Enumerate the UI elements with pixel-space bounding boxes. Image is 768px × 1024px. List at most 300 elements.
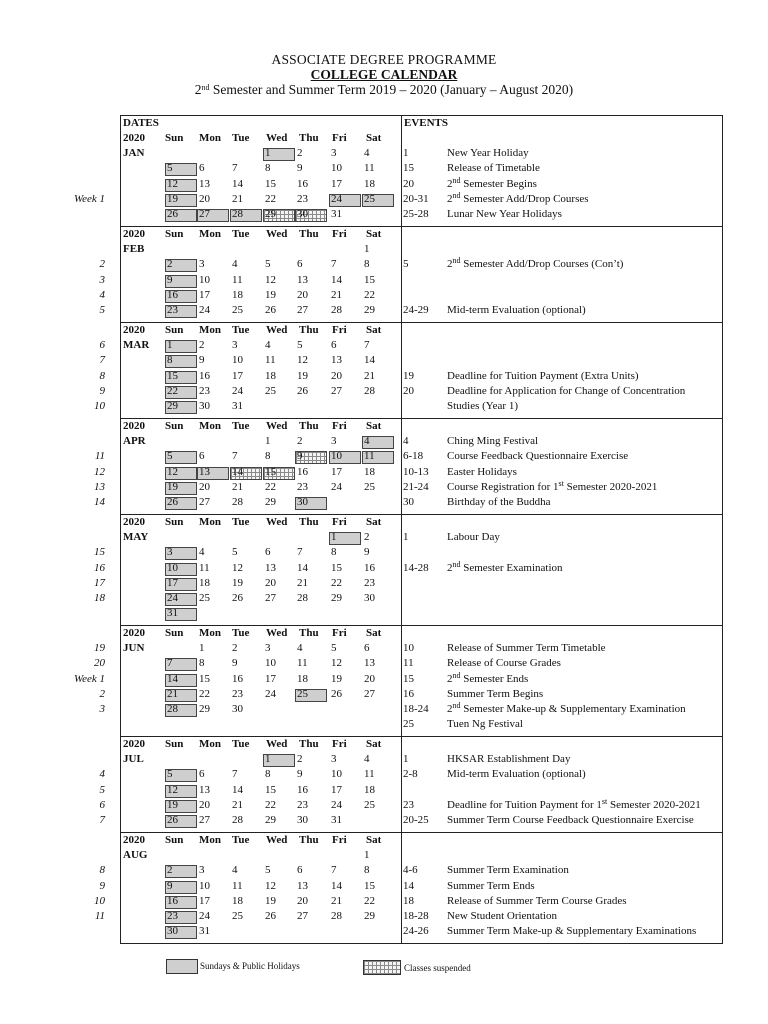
event-text: Semester Begins (460, 177, 537, 190)
event-ordinal: 2 (447, 192, 453, 205)
calendar-day: 18 (232, 288, 243, 301)
event-date: 1 (403, 147, 409, 160)
event-text: Course Feedback Questionnaire Exercise (447, 450, 629, 463)
calendar-day: 3 (331, 753, 337, 766)
month-year: 2020 (123, 420, 145, 432)
calendar-day: 16 (199, 369, 210, 382)
calendar-day: 21 (232, 798, 243, 811)
day-name-sat: Sat (366, 834, 382, 846)
event-description (447, 657, 561, 670)
week-number: 4 (99, 768, 105, 781)
calendar-day: 21 (364, 369, 375, 382)
calendar-day: 8 (167, 354, 173, 367)
event-description (447, 814, 694, 827)
calendar-day: 5 (297, 339, 303, 352)
calendar-day: 16 (297, 177, 308, 190)
calendar-day: 10 (232, 354, 243, 367)
calendar-day: 25 (364, 480, 375, 493)
calendar-day: 5 (265, 258, 271, 271)
calendar-day: 8 (265, 162, 271, 175)
calendar-day: 23 (364, 576, 375, 589)
day-name-fri: Fri (332, 738, 347, 750)
month-name: JUL (123, 753, 144, 766)
calendar-day: 28 (297, 592, 308, 604)
calendar-day: 30 (297, 814, 308, 826)
week-number: 13 (94, 480, 105, 493)
calendar-day: 8 (331, 546, 337, 559)
calendar-day: 18 (232, 894, 243, 907)
week-number: 8 (99, 864, 105, 877)
section-divider (120, 322, 723, 323)
calendar-day: 31 (232, 400, 243, 412)
day-name-fri: Fri (332, 627, 347, 639)
day-name-thu: Thu (299, 228, 319, 240)
calendar-day: 29 (265, 496, 276, 508)
event-description (447, 642, 606, 655)
week-number: 3 (99, 273, 105, 286)
calendar-day: 4 (297, 642, 303, 655)
event-text: Deadline for Tuition Payment for 1 (447, 798, 602, 811)
calendar-day: 17 (199, 288, 210, 301)
calendar-day: 9 (364, 546, 370, 559)
calendar-day: 23 (232, 687, 243, 700)
event-date: 20-25 (403, 814, 429, 826)
calendar-day: 13 (199, 783, 210, 796)
event-text: Mid-term Evaluation (optional) (447, 768, 586, 781)
calendar-day: 23 (199, 384, 210, 397)
day-name-sun: Sun (165, 834, 184, 846)
event-description (447, 880, 535, 893)
calendar-day: 28 (167, 703, 178, 715)
calendar-day: 11 (364, 162, 375, 175)
week-number: 9 (99, 879, 105, 892)
month-year: 2020 (123, 132, 145, 144)
day-name-sat: Sat (366, 420, 382, 432)
calendar-day: 11 (297, 657, 308, 670)
day-name-wed: Wed (266, 834, 288, 846)
week-number: 2 (99, 258, 105, 271)
day-name-wed: Wed (266, 738, 288, 750)
calendar-day: 4 (364, 753, 370, 766)
calendar-day: 28 (232, 208, 243, 220)
calendar-day: 16 (232, 672, 243, 685)
week-number: 10 (94, 894, 105, 907)
event-ordinal-suffix: nd (452, 559, 461, 569)
event-date: 10-13 (403, 465, 429, 478)
calendar-day: 28 (232, 496, 243, 508)
calendar-day: 3 (265, 642, 271, 655)
calendar-day: 14 (232, 783, 243, 796)
calendar-day: 24 (331, 480, 342, 493)
event-description (447, 753, 570, 766)
day-name-mon: Mon (199, 627, 221, 639)
calendar-day: 9 (167, 879, 173, 892)
calendar-day: 26 (265, 304, 276, 316)
calendar-day: 17 (331, 783, 342, 796)
day-name-wed: Wed (266, 627, 288, 639)
calendar-day: 14 (297, 561, 308, 574)
event-date: 1 (403, 753, 409, 766)
event-ordinal-suffix: st (601, 796, 608, 806)
event-text: Summer Term Make-up & Supplementary Examinations (447, 925, 697, 938)
event-text: Release of Timetable (447, 162, 540, 175)
month-year: 2020 (123, 627, 145, 639)
calendar-day: 28 (232, 814, 243, 826)
day-name-tue: Tue (232, 228, 250, 240)
day-name-sun: Sun (165, 420, 184, 432)
calendar-day: 11 (364, 768, 375, 781)
calendar-day: 6 (199, 450, 205, 463)
calendar-day: 12 (167, 177, 178, 190)
event-description (447, 864, 569, 877)
calendar-day: 31 (331, 208, 342, 220)
calendar-day: 7 (297, 546, 303, 559)
day-name-mon: Mon (199, 228, 221, 240)
section-divider (120, 625, 723, 626)
calendar-day: 23 (167, 304, 178, 316)
week-number: 2 (99, 687, 105, 700)
event-text-tail: Semester 2020-2021 (607, 798, 701, 811)
week-number: 11 (94, 910, 105, 922)
calendar-day: 15 (331, 561, 342, 574)
event-description (447, 435, 538, 448)
event-description (447, 190, 589, 206)
calendar-day: 5 (167, 162, 173, 175)
week-number: 7 (99, 354, 105, 367)
calendar-day: 14 (167, 672, 178, 685)
suspended-legend-swatch (363, 960, 401, 975)
month-name: MAY (123, 531, 149, 544)
day-name-tue: Tue (232, 627, 250, 639)
calendar-day: 14 (232, 465, 243, 478)
section-divider (120, 418, 723, 419)
event-description (447, 670, 529, 686)
week-number: 18 (94, 592, 105, 604)
calendar-day: 22 (265, 798, 276, 811)
event-description (447, 175, 537, 191)
subtitle-superscript: nd (201, 83, 210, 92)
calendar-day: 18 (364, 465, 375, 478)
calendar-day: 2 (232, 642, 238, 655)
day-name-fri: Fri (332, 228, 347, 240)
day-name-sun: Sun (165, 627, 184, 639)
calendar-day: 1 (265, 435, 271, 448)
holiday-legend-label: Sundays & Public Holidays (200, 961, 300, 971)
calendar-day: 1 (331, 531, 337, 544)
day-name-thu: Thu (299, 420, 319, 432)
event-description (447, 718, 523, 731)
day-name-mon: Mon (199, 516, 221, 528)
event-ordinal: 2 (447, 672, 453, 685)
calendar-day: 7 (364, 339, 370, 352)
week-number: 7 (99, 814, 105, 826)
event-date: 6-18 (403, 450, 424, 463)
event-description (447, 304, 586, 317)
calendar-day: 15 (265, 177, 276, 190)
calendar-day: 27 (331, 384, 342, 397)
calendar-day: 23 (167, 910, 178, 922)
calendar-day: 24 (331, 192, 342, 205)
event-description (447, 147, 529, 160)
calendar-day: 12 (331, 657, 342, 670)
calendar-day: 19 (265, 288, 276, 301)
event-text: Semester Add/Drop Courses (460, 192, 589, 205)
calendar-day: 9 (232, 657, 238, 670)
week-number: 5 (99, 304, 105, 316)
calendar-day: 19 (232, 576, 243, 589)
month-name: JAN (123, 147, 145, 160)
calendar-day: 1 (364, 243, 370, 256)
calendar-day: 15 (265, 783, 276, 796)
calendar-day: 29 (364, 910, 375, 922)
calendar-day: 28 (331, 304, 342, 316)
event-text: New Year Holiday (447, 147, 529, 160)
calendar-day: 7 (331, 258, 337, 271)
event-text: Release of Summer Term Timetable (447, 642, 606, 655)
calendar-day: 26 (297, 384, 308, 397)
event-ordinal-suffix: nd (452, 256, 461, 266)
month-year: 2020 (123, 516, 145, 528)
calendar-day: 8 (199, 657, 205, 670)
calendar-day: 7 (232, 162, 238, 175)
day-name-tue: Tue (232, 516, 250, 528)
event-date: 20 (403, 177, 414, 190)
event-ordinal: 2 (447, 177, 453, 190)
calendar-day: 27 (199, 208, 210, 220)
calendar-day: 11 (232, 273, 243, 286)
calendar-day: 18 (199, 576, 210, 589)
calendar-day: 4 (364, 435, 370, 448)
calendar-day: 16 (297, 783, 308, 796)
calendar-day: 1 (167, 339, 173, 352)
calendar-day: 15 (167, 369, 178, 382)
day-name-thu: Thu (299, 132, 319, 144)
calendar-day: 15 (265, 465, 276, 478)
event-description (447, 478, 658, 494)
calendar-day: 21 (232, 192, 243, 205)
day-name-sun: Sun (165, 324, 184, 336)
day-name-sat: Sat (366, 324, 382, 336)
calendar-day: 5 (167, 450, 173, 463)
day-name-fri: Fri (332, 324, 347, 336)
day-name-wed: Wed (266, 420, 288, 432)
event-ordinal-suffix: nd (452, 190, 461, 200)
event-description (447, 496, 551, 509)
calendar-day: 18 (297, 672, 308, 685)
calendar-day: 6 (297, 864, 303, 877)
calendar-day: 19 (297, 369, 308, 382)
day-name-sun: Sun (165, 132, 184, 144)
week-number: 16 (94, 561, 105, 574)
month-name: JUN (123, 642, 145, 655)
event-date: 15 (403, 162, 414, 175)
event-date: 5 (403, 258, 409, 271)
calendar-day: 29 (167, 400, 178, 412)
calendar-day: 1 (265, 147, 271, 160)
calendar-day: 24 (167, 592, 178, 604)
calendar-day: 4 (199, 546, 205, 559)
event-text: Course Registration for 1 (447, 480, 559, 493)
calendar-day: 12 (265, 273, 276, 286)
calendar-day: 8 (265, 450, 271, 463)
month-year: 2020 (123, 834, 145, 846)
event-text: Release of Summer Term Course Grades (447, 894, 627, 907)
calendar-day: 4 (364, 147, 370, 160)
calendar-day: 9 (297, 162, 303, 175)
event-date: 18-24 (403, 703, 429, 715)
calendar-day: 7 (167, 657, 173, 670)
calendar-day: 19 (167, 798, 178, 811)
calendar-day: 1 (199, 642, 205, 655)
day-name-fri: Fri (332, 132, 347, 144)
calendar-day: 30 (364, 592, 375, 604)
calendar-day: 25 (364, 192, 375, 205)
document-title: ASSOCIATE DEGREE PROGRAMME (271, 52, 497, 67)
calendar-day: 10 (331, 450, 342, 463)
calendar-day: 4 (232, 258, 238, 271)
calendar-day: 26 (331, 687, 342, 700)
calendar-day: 24 (265, 687, 276, 700)
dates-column-header: DATES (123, 117, 159, 129)
day-name-fri: Fri (332, 516, 347, 528)
calendar-day: 15 (364, 879, 375, 892)
calendar-day: 21 (167, 687, 178, 700)
calendar-day: 25 (232, 910, 243, 922)
calendar-day: 5 (331, 642, 337, 655)
calendar-day: 27 (199, 814, 210, 826)
day-name-tue: Tue (232, 324, 250, 336)
calendar-day: 22 (167, 384, 178, 397)
calendar-day: 21 (232, 480, 243, 493)
day-name-thu: Thu (299, 516, 319, 528)
calendar-day: 27 (265, 592, 276, 604)
calendar-day: 11 (265, 354, 276, 367)
event-date: 18-28 (403, 910, 429, 922)
event-text: New Student Orientation (447, 910, 557, 922)
section-divider (120, 226, 723, 227)
calendar-day: 20 (199, 192, 210, 205)
event-description (447, 688, 543, 701)
calendar-day: 26 (167, 814, 178, 826)
calendar-day: 21 (331, 894, 342, 907)
calendar-day: 13 (199, 177, 210, 190)
event-description (447, 385, 685, 398)
calendar-day: 14 (232, 177, 243, 190)
calendar-day: 21 (297, 576, 308, 589)
calendar-day: 25 (265, 384, 276, 397)
calendar-day: 2 (297, 147, 303, 160)
event-date: 18 (403, 894, 414, 907)
calendar-day: 26 (232, 592, 243, 604)
day-name-wed: Wed (266, 516, 288, 528)
event-ordinal-suffix: st (558, 478, 564, 488)
calendar-day: 20 (265, 576, 276, 589)
day-name-sat: Sat (366, 132, 382, 144)
calendar-day: 26 (167, 208, 178, 220)
day-name-sun: Sun (165, 738, 184, 750)
calendar-day: 24 (232, 384, 243, 397)
day-name-tue: Tue (232, 420, 250, 432)
calendar-day: 10 (265, 657, 276, 670)
day-name-mon: Mon (199, 834, 221, 846)
calendar-day: 20 (199, 480, 210, 493)
calendar-day: 19 (167, 192, 178, 205)
calendar-day: 30 (199, 400, 210, 412)
event-text: Semester Examination (460, 561, 563, 574)
event-description (447, 768, 586, 781)
calendar-day: 11 (199, 561, 210, 574)
event-date: 4 (403, 435, 409, 448)
event-date: 10 (403, 642, 414, 655)
calendar-day: 13 (364, 657, 375, 670)
calendar-day: 14 (331, 879, 342, 892)
event-description (447, 895, 627, 908)
month-year: 2020 (123, 324, 145, 336)
week-number: 3 (99, 703, 105, 715)
calendar-day: 18 (265, 369, 276, 382)
suspended-legend-label: Classes suspended (404, 963, 471, 973)
event-text: Semester Make-up & Supplementary Examination (460, 703, 686, 715)
calendar-day: 9 (297, 768, 303, 781)
calendar-day: 4 (232, 864, 238, 877)
calendar-day: 10 (167, 561, 178, 574)
calendar-day: 8 (265, 768, 271, 781)
week-number: Week 1 (73, 672, 105, 685)
calendar-day: 23 (297, 192, 308, 205)
calendar-day: 9 (167, 273, 173, 286)
event-description (447, 162, 540, 175)
calendar-day: 20 (331, 369, 342, 382)
calendar-day: 17 (232, 369, 243, 382)
section-divider (120, 832, 723, 833)
event-date: 2-8 (403, 768, 418, 781)
event-description (447, 703, 686, 716)
calendar-day: 7 (232, 768, 238, 781)
calendar-day: 22 (364, 288, 375, 301)
calendar-day: 29 (265, 814, 276, 826)
calendar-day: 24 (331, 798, 342, 811)
calendar-day: 31 (167, 607, 178, 620)
week-number: 6 (99, 339, 105, 352)
event-description (447, 925, 696, 938)
calendar-day: 17 (265, 672, 276, 685)
calendar-day: 7 (331, 864, 337, 877)
day-name-mon: Mon (199, 738, 221, 750)
calendar-day: 3 (199, 258, 205, 271)
calendar-day: 12 (167, 783, 178, 796)
calendar-day: 20 (297, 288, 308, 301)
calendar-day: 25 (297, 687, 308, 700)
calendar-day: 17 (199, 894, 210, 907)
day-name-fri: Fri (332, 834, 347, 846)
calendar-day: 1 (265, 753, 271, 766)
event-ordinal-suffix: nd (452, 175, 461, 185)
event-date: 14-28 (403, 561, 429, 574)
event-text: Deadline for Tuition Payment (Extra Units) (447, 369, 639, 382)
calendar-day: 30 (167, 925, 178, 938)
event-text: HKSAR Establishment Day (447, 753, 571, 766)
event-date: 15 (403, 672, 414, 685)
calendar-subtitle (0, 82, 768, 98)
event-date: 16 (403, 687, 414, 700)
day-name-sat: Sat (366, 627, 382, 639)
month-name: FEB (123, 243, 145, 256)
event-date: 24-26 (403, 925, 429, 938)
calendar-day: 6 (297, 258, 303, 271)
calendar-day: 30 (297, 208, 308, 220)
calendar-day: 12 (297, 354, 308, 367)
day-name-sat: Sat (366, 738, 382, 750)
